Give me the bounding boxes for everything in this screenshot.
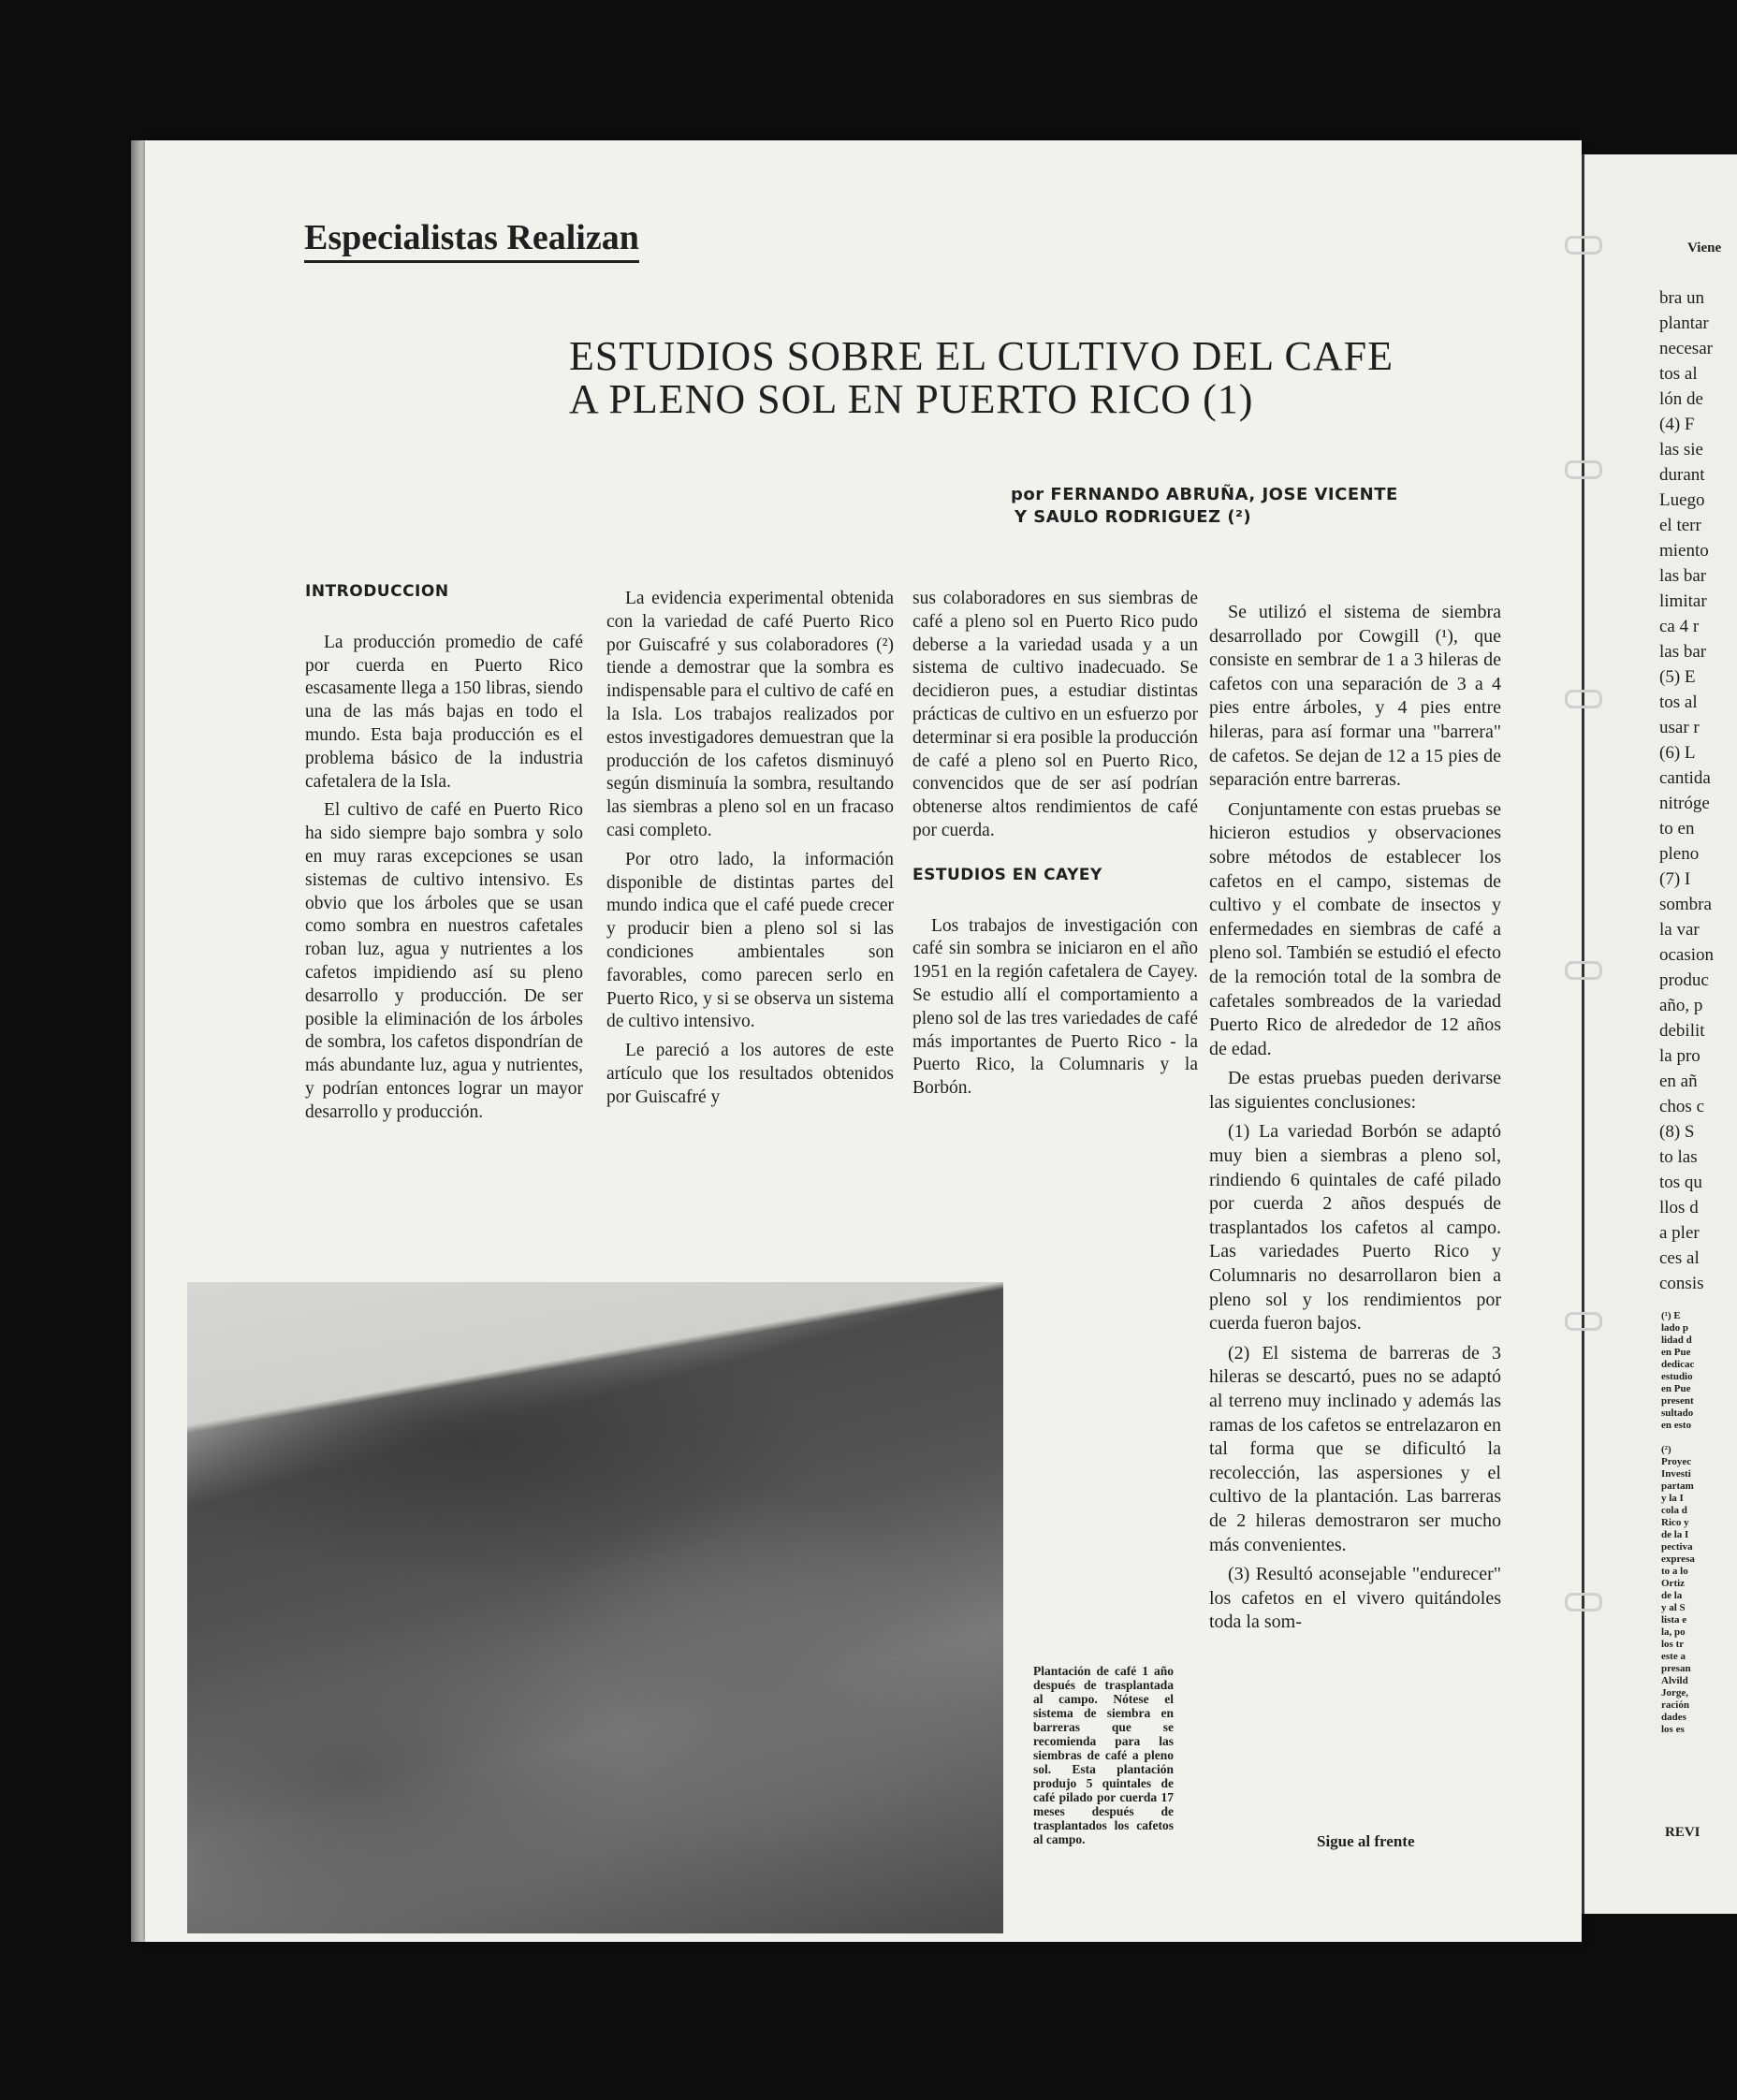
photo-caption: Plantación de café 1 año después de trasplantada al campo. Nótese el sistema de siembra en barreras que se recomienda para las siembras de café a pleno sol. Esta plantación produjo 5 quintales de café pilado por cuerda 17 meses después de trasplantados los cafetos al campo. [1033, 1664, 1174, 1846]
text-column-3 [912, 588, 1198, 1106]
paragraph: Se utilizó el sistema de siembra desarrollado por Cowgill (¹), que consiste en sembrar de 1 a 3 hileras de cafetos con una separación de 3 a 4 pies entre árboles, y 4 pies entre hileras, para así formar una "barrera" de cafetos. Se dejan de 12 a 15 pies de separación entre barreras. [1209, 602, 1501, 791]
paragraph: La evidencia experimental obtenida con la variedad de café Puerto Rico por Guiscafré y sus colaboradores (²) tiende a demostrar que la sombra es indispensable para el cultivo de café en la Isla. Los trabajos realizados por estos investigadores demuestran que la producción de los cafetos disminuyó según disminuía la sombra, resultando las siembras a pleno sol en un fracaso casi completo. [606, 589, 894, 840]
binder-ring [1565, 961, 1602, 980]
binder-ring [1565, 236, 1602, 255]
paragraph: De estas pruebas pueden derivarse las siguientes conclusiones: [1209, 1068, 1501, 1113]
next-page-header: Viene [1687, 241, 1722, 255]
paragraph: Conjuntamente con estas pruebas se hicieron estudios y observaciones sobre métodos de establecer los cafetos en el campo, sistemas de cultivo y el combate de insectos y enfermedades en siembras de café a pleno sol. También se estudió el efecto de la remoción total de la sombra de cafetales sombreados de la variedad Puerto Rico de alrededor de 12 años de edad. [1209, 798, 1501, 1059]
text-column-2 [606, 588, 894, 1116]
next-page-fragment [1582, 154, 1737, 1914]
paragraph: El cultivo de café en Puerto Rico ha sido siempre bajo sombra y solo en muy raras excepciones se usan sistemas de cultivo intensivo. Es obvio que los árboles que se usan como sombra en nuestros cafetales roban luz, agua y nutrientes a los cafetos impidiendo así su pleno desarrollo y producción. De ser posible la eliminación de los árboles de sombra, los cafetos dispondrían de más abundante luz, agua y nutrientes, y podrían entonces lograr un mayor desarrollo y producción. [305, 800, 583, 1122]
paragraph: Por otro lado, la información disponible de distintas partes del mundo indica que el café puede crecer y producir bien a pleno sol si las condiciones ambientales son favorables, como parecen serlo en Puerto Rico, y si se observa un sistema de cultivo intensivo. [606, 849, 894, 1032]
text-column-4 [1209, 601, 1501, 1641]
section-heading-estudios-en-cayey: ESTUDIOS EN CAYEY [912, 865, 1102, 884]
next-page-footer: REVI [1665, 1825, 1701, 1840]
byline-line2: Y SAULO RODRIGUEZ (²) [1014, 507, 1252, 527]
paragraph: (3) Resultó aconsejable "endurecer" los cafetos en el vivero quitándoles toda la som- [1209, 1564, 1501, 1633]
binder-ring [1565, 1593, 1602, 1611]
paragraph: Le pareció a los autores de este artículo que los resultados obtenidos por Guiscafré y [606, 1041, 894, 1107]
paragraph: sus colaboradores en sus siembras de café a pleno sol en Puerto Rico pudo deberse a la variedad usada y a un sistema de cultivo inadecuado. Se decidieron pues, a estudiar distintas prácticas de cultivo en un esfuerzo por determinar si era posible la producción de café a pleno sol en Puerto Rico, convencidos que de ser así podrían obtenerse altos rendimientos de café por cuerda. [912, 589, 1198, 840]
paragraph: (1) La variedad Borbón se adaptó muy bien a siembras a pleno sol, rindiendo 6 quintales de café pilado por cuerda 2 años después de trasplantados los cafetos al campo. Las variedades Puerto Rico y Columnaris no desarrollaron bien a pleno sol y los rendimientos por cuerda fueron bajos. [1209, 1121, 1501, 1334]
binder-ring [1565, 1312, 1602, 1331]
article-title-line1: ESTUDIOS SOBRE EL CULTIVO DEL CAFE [569, 333, 1394, 379]
next-page-footnotes: (¹) E lado p lidad d en Pue dedicac estudio en Pue present sultado en esto (²) Proyec Investi partam y la I cola d Rico y de la I pectiva expresa to a lo Ortiz de la y al S lista e la, po los tr este a presan Alvild Jorge, ración dades los es [1661, 1310, 1695, 1735]
photo-sky [187, 1282, 1003, 1933]
paragraph: (2) El sistema de barreras de 3 hileras se descartó, pues no se adaptó al terreno muy inclinado y además las ramas de los cafetos se entrelazaron en tal forma que se dificultó la recolección, las aspersiones y el cultivo de la plantación. Las barreras de 2 hileras demostraron ser mucho más convenientes. [1209, 1342, 1501, 1555]
article-title [569, 335, 1394, 421]
paragraph: Los trabajos de investigación con café sin sombra se iniciaron en el año 1951 en la región cafetalera de Cayey. Se estudio allí el comportamiento a pleno sol de las tres variedades de café más importantes de Puerto Rico - la Puerto Rico, la Columnaris y la Borbón. [912, 915, 1198, 1099]
section-header: Especialistas Realizan [304, 217, 639, 263]
continued-note: Sigue al frente [1317, 1832, 1415, 1850]
coffee-plantation-photo [187, 1282, 1003, 1933]
text-column-1 [305, 580, 583, 1130]
paragraph: La producción promedio de café por cuerda en Puerto Rico escasamente llega a 150 libras, siendo una de las más bajas en todo el mundo. Esta baja producción es el problema básico de la industria cafetalera de la Isla. [305, 632, 583, 792]
binder-ring [1565, 690, 1602, 708]
byline-line1: por FERNANDO ABRUÑA, JOSE VICENTE [1011, 485, 1398, 504]
byline [1011, 484, 1398, 529]
next-page-text: bra un plantar necesar tos al lón de (4) F las sie durant Luego el terr miento las bar limitar ca 4 r las bar (5) E tos al usar r (6) L cantida nitróge to en pleno (7) I sombra la var ocasion produc año, p debilit la pro en añ chos c (8) S to las tos qu llos d a pler ces al consis [1659, 288, 1715, 1293]
section-heading-introduccion: INTRODUCCION [305, 582, 449, 601]
binder-ring [1565, 460, 1602, 479]
article-title-line2: A PLENO SOL EN PUERTO RICO (1) [569, 376, 1254, 422]
